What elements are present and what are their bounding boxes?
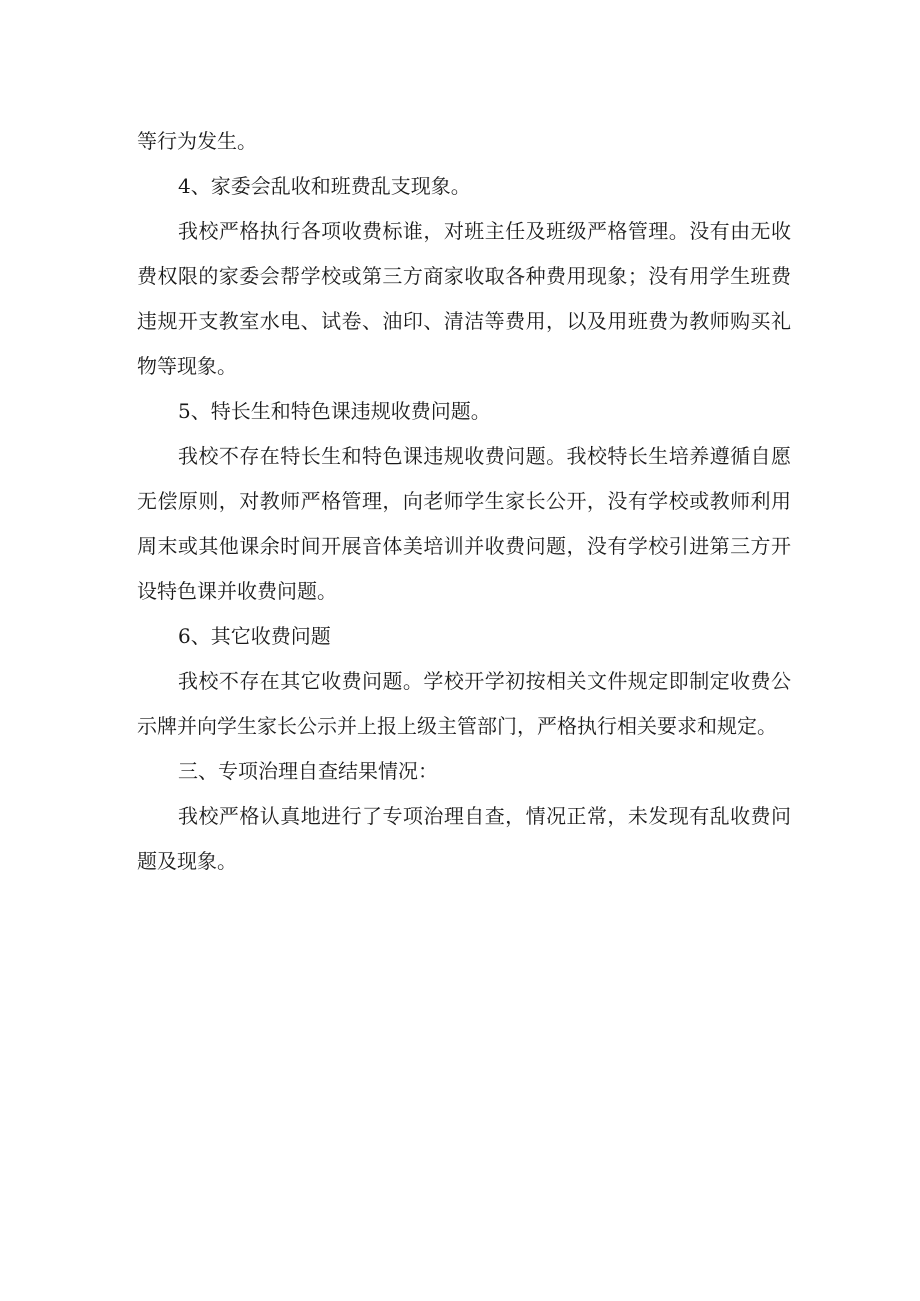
paragraph-section-5: 我校不存在特长生和特色课违规收费问题。我校特长生培养遵循自愿无偿原则，对教师严格管理，向老师学生家长公开，没有学校或教师利用周末或其他课余时间开展音体美培训并收费问题，没有学校引进第三方开设特色课并收费问题。 <box>137 444 791 603</box>
paragraph-section-three: 我校严格认真地进行了专项治理自查，情况正常，未发现有乱收费问题及现象。 <box>137 804 791 873</box>
paragraph-section-6: 我校不存在其它收费问题。学校开学初按相关文件规定即制定收费公示牌并向学生家长公示并上报上级主管部门，严格执行相关要求和规定。 <box>137 669 791 738</box>
paragraph-continuation: 等行为发生。 <box>137 129 257 153</box>
paragraph-section-4: 我校严格执行各项收费标谁，对班主任及班级严格管理。没有由无收费权限的家委会帮学校或第三方商家收取各种费用现象；没有用学生班费违规开支教室水电、试卷、油印、清洁等费用，以及用班费为教师购买礼物等现象。 <box>137 219 791 378</box>
document-body <box>137 119 791 884</box>
section-heading-6: 6、其它收费问题 <box>178 624 331 648</box>
section-heading-5: 5、特长生和特色课违规收费问题。 <box>178 399 491 423</box>
section-heading-three: 三、专项治理自查结果情况： <box>178 759 438 783</box>
section-heading-4: 4、家委会乱收和班费乱支现象。 <box>178 174 471 198</box>
